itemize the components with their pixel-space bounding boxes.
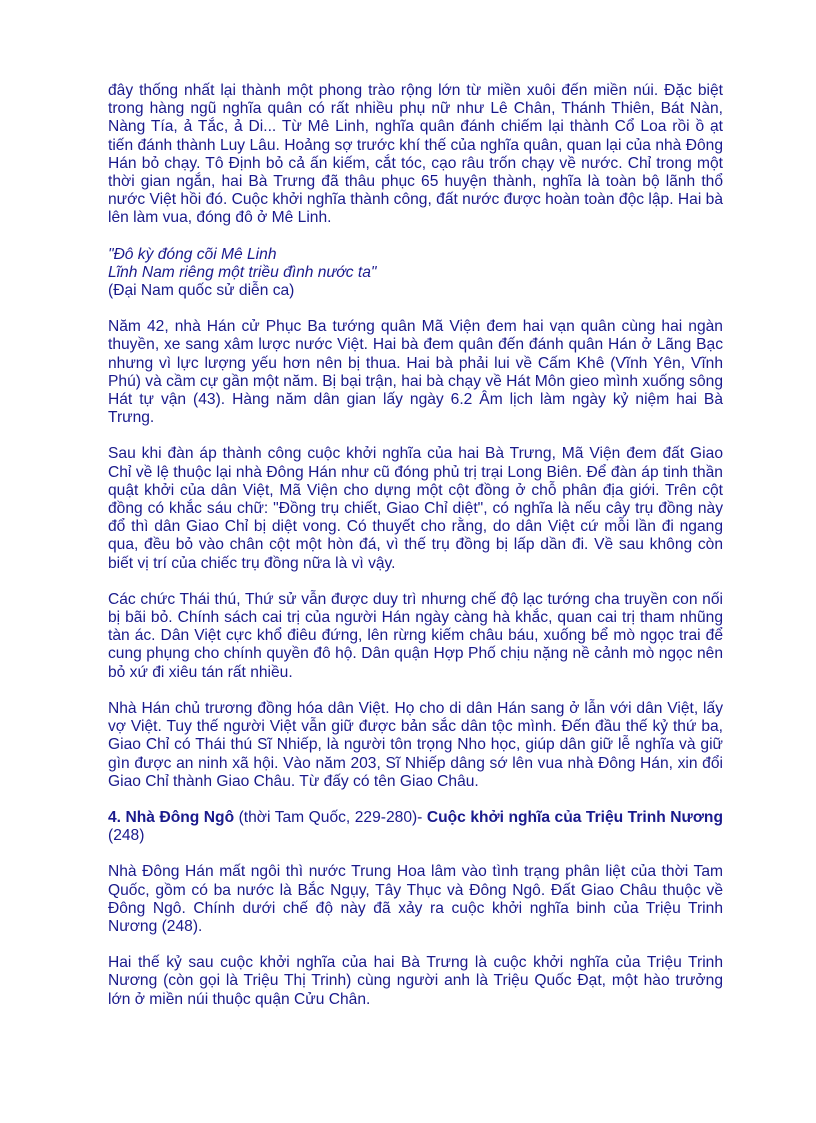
poem-line-2: Lĩnh Nam riêng một triều đình nước ta": [108, 263, 377, 281]
section-year: (248): [108, 827, 145, 845]
paragraph-7: Hai thế kỷ sau cuộc khởi nghĩa của hai Bà Trưng là cuộc khởi nghĩa của Triệu Trinh Nương (còn gọi là Triệu Thị Trinh) cùng người anh là Triệu Quốc Đạt, một hào trưởng lớn ở miền núi thuộc quận Cửu Chân.: [108, 954, 723, 1008]
paragraph-3: Sau khi đàn áp thành công cuộc khởi nghĩa của hai Bà Trưng, Mã Viện đem đất Giao Chỉ về lệ thuộc lại nhà Đông Hán như cũ đóng phủ trị trại Long Biên. Để đàn áp tinh thần quật khởi của dân Việt, Mã Viện cho dựng một cột đồng ở chỗ phân địa giới. Trên cột đồng có khắc sáu chữ: "Đồng trụ chiết, Giao Chỉ diệt", có nghĩa là nếu cây trụ đồng này đổ thì dân Giao Chỉ bị diệt vong. Có thuyết cho rằng, do dân Việt cứ mỗi lần đi ngang qua, đều bỏ vào chân cột một hòn đá, vì thế trụ đồng bị lấp dần đi. Về sau không còn biết vị trí của chiếc trụ đồng nữa là vì vậy.: [108, 445, 723, 572]
paragraph-2: Năm 42, nhà Hán cử Phục Ba tướng quân Mã Viện đem hai vạn quân cùng hai ngàn thuyền, xe sang xâm lược nước Việt. Hai bà đem quân đến đánh quân Hán ở Lãng Bạc nhưng vì lực lượng yếu hơn nên bị thua. Hai bà phải lui về Cấm Khê (Vĩnh Yên, Vĩnh Phú) và cầm cự gần một năm. Bị bại trận, hai bà chạy về Hát Môn gieo mình xuống sông Hát tự vận (43). Hàng năm dân gian lấy ngày 6.2 Âm lịch làm ngày kỷ niệm hai Bà Trưng.: [108, 318, 723, 427]
paragraph-1: đây thống nhất lại thành một phong trào rộng lớn từ miền xuôi đến miền núi. Đặc biệt trong hàng ngũ nghĩa quân có rất nhiều phụ nữ như Lê Chân, Thánh Thiên, Bát Nàn, Nàng Tía, ả Tắc, ả Di... Từ Mê Linh, nghĩa quân đánh chiếm lại thành Cổ Loa rồi ồ ạt tiến đánh thành Luy Lâu. Hoảng sợ trước khí thế của nghĩa quân, quan lại của nhà Đông Hán bỏ chạy. Tô Định bỏ cả ấn kiếm, cắt tóc, cạo râu trốn chạy về nước. Chỉ trong một thời gian ngắn, hai Bà Trưng đã thâu phục 65 huyện thành, nghĩa là toàn bộ lãnh thổ nước Việt hồi đó. Cuộc khởi nghĩa thành công, đất nước được hoàn toàn độc lập. Hai bà lên làm vua, đóng đô ở Mê Linh.: [108, 82, 723, 227]
section-subtitle: Cuộc khởi nghĩa của Triệu Trinh Nương: [426, 808, 723, 826]
section-period: (thời Tam Quốc, 229-280)-: [234, 808, 427, 826]
section-heading: [108, 809, 723, 845]
paragraph-4: Các chức Thái thú, Thứ sử vẫn được duy trì nhưng chế độ lạc tướng cha truyền con nối bị bãi bỏ. Chính sách cai trị của người Hán ngày càng hà khắc, quan cai trị tham nhũng tàn ác. Dân Việt cực khổ điêu đứng, lên rừng kiếm châu báu, xuống bể mò ngọc trai để cung phụng cho chính quyền đô hộ. Dân quận Hợp Phố chịu nặng nề cảnh mò ngọc nên bỏ xứ đi xiêu tán rất nhiều.: [108, 590, 723, 681]
document-page: [108, 82, 723, 1027]
poem-quote: [108, 246, 723, 301]
paragraph-5: Nhà Hán chủ trương đồng hóa dân Việt. Họ cho di dân Hán sang ở lẫn với dân Việt, lấy vợ Việt. Tuy thế người Việt vẫn giữ được bản sắc dân tộc mình. Đến đầu thế kỷ thứ ba, Giao Chỉ có Thái thú Sĩ Nhiếp, là người tôn trọng Nho học, giúp dân giữ lễ nghĩa và giữ gìn được an ninh xã hội. Vào năm 203, Sĩ Nhiếp dâng sớ lên vua nhà Đông Hán, xin đổi Giao Chỉ thành Giao Châu. Từ đấy có tên Giao Châu.: [108, 699, 723, 790]
paragraph-6: Nhà Đông Hán mất ngôi thì nước Trung Hoa lâm vào tình trạng phân liệt của thời Tam Quốc, gồm có ba nước là Bắc Ngụy, Tây Thục và Đông Ngô. Đất Giao Châu thuộc về Đông Ngô. Chính dưới chế độ này đã xảy ra cuộc khởi nghĩa binh của Triệu Trinh Nương (248).: [108, 863, 723, 935]
section-title: 4. Nhà Đông Ngô: [108, 808, 235, 826]
poem-line-1: "Đô kỳ đóng cõi Mê Linh: [108, 245, 277, 263]
poem-source: (Đại Nam quốc sử diễn ca): [108, 282, 295, 300]
